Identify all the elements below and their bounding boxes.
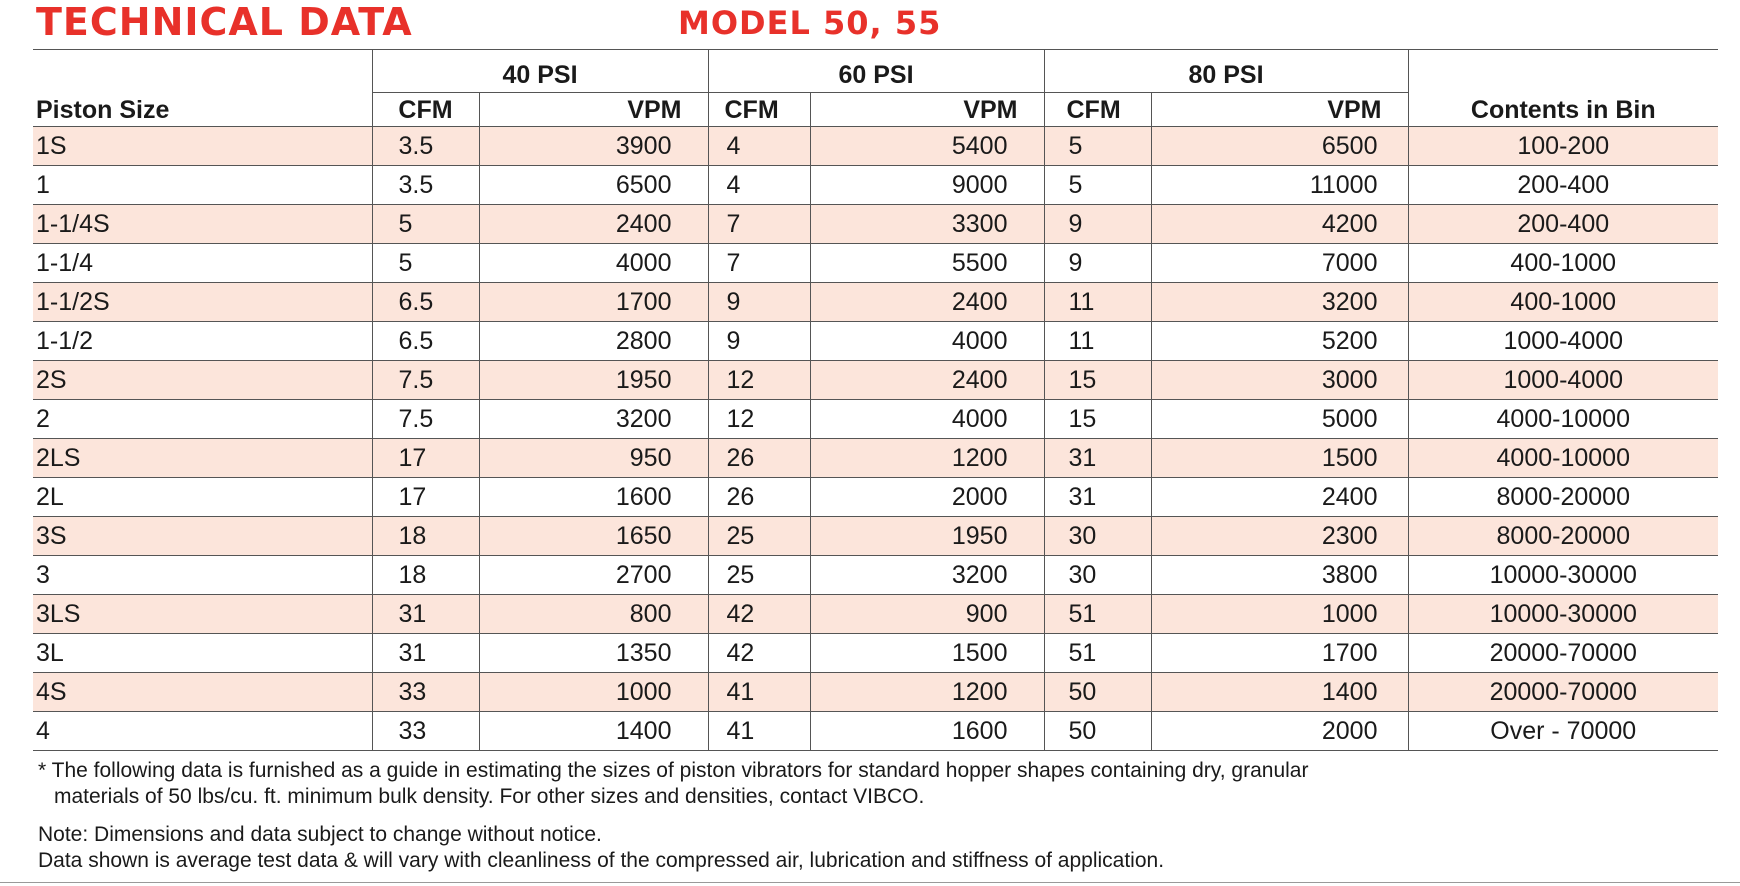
vpm-80-cell: 2000 bbox=[1151, 712, 1408, 751]
vpm-40-cell: 1950 bbox=[479, 361, 708, 400]
vpm-40-cell: 1350 bbox=[479, 634, 708, 673]
contents-cell: 10000-30000 bbox=[1408, 556, 1718, 595]
table-row bbox=[33, 322, 1718, 361]
vpm-40-cell: 1000 bbox=[479, 673, 708, 712]
notes bbox=[38, 758, 1718, 874]
cfm-40-cell: 18 bbox=[372, 556, 479, 595]
piston-size-cell: 2LS bbox=[33, 439, 372, 478]
cfm-40-cell: 5 bbox=[372, 244, 479, 283]
piston-size-cell: 2S bbox=[33, 361, 372, 400]
cfm-40-cell: 31 bbox=[372, 634, 479, 673]
cfm-80-header: CFM bbox=[1044, 93, 1151, 127]
vpm-80-cell: 5200 bbox=[1151, 322, 1408, 361]
cfm-60-cell: 41 bbox=[708, 712, 810, 751]
contents-cell: 100-200 bbox=[1408, 127, 1718, 166]
piston-size-cell: 1 bbox=[33, 166, 372, 205]
vpm-80-cell: 1400 bbox=[1151, 673, 1408, 712]
piston-size-header: Piston Size bbox=[33, 93, 372, 127]
vpm-80-cell: 1700 bbox=[1151, 634, 1408, 673]
cfm-60-cell: 12 bbox=[708, 400, 810, 439]
footnote: * The following data is furnished as a guide in estimating the sizes of piston vibrators for standard hopper shapes containing dry, granular bbox=[38, 759, 1309, 782]
cfm-80-cell: 51 bbox=[1044, 634, 1151, 673]
cfm-40-cell: 33 bbox=[372, 712, 479, 751]
table-row bbox=[33, 595, 1718, 634]
cfm-80-cell: 11 bbox=[1044, 322, 1151, 361]
piston-size-cell: 4S bbox=[33, 673, 372, 712]
technical-data-table bbox=[33, 50, 1718, 751]
contents-cell: 400-1000 bbox=[1408, 244, 1718, 283]
bottom-divider bbox=[0, 882, 1740, 883]
vpm-80-cell: 7000 bbox=[1151, 244, 1408, 283]
vpm-80-cell: 2300 bbox=[1151, 517, 1408, 556]
psi-80-header: 80 PSI bbox=[1044, 50, 1408, 93]
vpm-60-cell: 1200 bbox=[810, 439, 1044, 478]
vpm-60-cell: 9000 bbox=[810, 166, 1044, 205]
table-row bbox=[33, 400, 1718, 439]
cfm-60-cell: 25 bbox=[708, 517, 810, 556]
cfm-40-cell: 3.5 bbox=[372, 166, 479, 205]
cfm-40-header: CFM bbox=[372, 93, 479, 127]
vpm-80-header: VPM bbox=[1151, 93, 1408, 127]
contents-cell: 8000-20000 bbox=[1408, 517, 1718, 556]
cfm-60-cell: 42 bbox=[708, 595, 810, 634]
piston-size-cell: 3LS bbox=[33, 595, 372, 634]
cfm-40-cell: 33 bbox=[372, 673, 479, 712]
table-row bbox=[33, 712, 1718, 751]
model-title: MODEL 50, 55 bbox=[678, 4, 942, 42]
footnote-continued: materials of 50 lbs/cu. ft. minimum bulk density. For other sizes and densities, contact VIBCO. bbox=[54, 785, 925, 808]
vpm-40-cell: 1700 bbox=[479, 283, 708, 322]
vpm-60-cell: 1500 bbox=[810, 634, 1044, 673]
vpm-80-cell: 2400 bbox=[1151, 478, 1408, 517]
vpm-60-cell: 5400 bbox=[810, 127, 1044, 166]
vpm-60-cell: 1950 bbox=[810, 517, 1044, 556]
vpm-60-cell: 2400 bbox=[810, 283, 1044, 322]
vpm-80-cell: 11000 bbox=[1151, 166, 1408, 205]
piston-size-cell: 3 bbox=[33, 556, 372, 595]
vpm-60-cell: 3200 bbox=[810, 556, 1044, 595]
cfm-80-cell: 15 bbox=[1044, 400, 1151, 439]
piston-size-cell: 1S bbox=[33, 127, 372, 166]
vpm-60-cell: 3300 bbox=[810, 205, 1044, 244]
table-row bbox=[33, 283, 1718, 322]
cfm-60-cell: 41 bbox=[708, 673, 810, 712]
cfm-40-cell: 7.5 bbox=[372, 400, 479, 439]
psi-40-header: 40 PSI bbox=[372, 50, 708, 93]
contents-cell: 4000-10000 bbox=[1408, 439, 1718, 478]
cfm-40-cell: 17 bbox=[372, 439, 479, 478]
vpm-40-cell: 3900 bbox=[479, 127, 708, 166]
cfm-80-cell: 31 bbox=[1044, 439, 1151, 478]
table-row bbox=[33, 127, 1718, 166]
table-row bbox=[33, 673, 1718, 712]
page-title: TECHNICAL DATA bbox=[36, 0, 413, 44]
vpm-40-cell: 1400 bbox=[479, 712, 708, 751]
cfm-60-cell: 42 bbox=[708, 634, 810, 673]
psi-header-row bbox=[33, 50, 1718, 93]
cfm-60-cell: 9 bbox=[708, 283, 810, 322]
cfm-40-cell: 17 bbox=[372, 478, 479, 517]
cfm-60-cell: 26 bbox=[708, 439, 810, 478]
contents-cell: 20000-70000 bbox=[1408, 634, 1718, 673]
vpm-40-cell: 4000 bbox=[479, 244, 708, 283]
table-row bbox=[33, 634, 1718, 673]
column-header-row bbox=[33, 93, 1718, 127]
vpm-60-cell: 2400 bbox=[810, 361, 1044, 400]
table-row bbox=[33, 439, 1718, 478]
vpm-60-cell: 4000 bbox=[810, 322, 1044, 361]
vpm-80-cell: 1500 bbox=[1151, 439, 1408, 478]
cfm-80-cell: 50 bbox=[1044, 712, 1151, 751]
piston-size-cell: 4 bbox=[33, 712, 372, 751]
vpm-80-cell: 3000 bbox=[1151, 361, 1408, 400]
cfm-60-header: CFM bbox=[708, 93, 810, 127]
contents-cell: 20000-70000 bbox=[1408, 673, 1718, 712]
piston-size-cell: 1-1/4 bbox=[33, 244, 372, 283]
piston-size-cell: 1-1/2S bbox=[33, 283, 372, 322]
cfm-40-cell: 18 bbox=[372, 517, 479, 556]
vpm-40-cell: 800 bbox=[479, 595, 708, 634]
cfm-80-cell: 30 bbox=[1044, 517, 1151, 556]
vpm-40-cell: 2800 bbox=[479, 322, 708, 361]
vpm-80-cell: 3800 bbox=[1151, 556, 1408, 595]
cfm-80-cell: 9 bbox=[1044, 205, 1151, 244]
vpm-60-cell: 4000 bbox=[810, 400, 1044, 439]
cfm-60-cell: 26 bbox=[708, 478, 810, 517]
table-row bbox=[33, 478, 1718, 517]
vpm-40-cell: 6500 bbox=[479, 166, 708, 205]
piston-size-cell: 3L bbox=[33, 634, 372, 673]
cfm-80-cell: 30 bbox=[1044, 556, 1151, 595]
cfm-60-cell: 25 bbox=[708, 556, 810, 595]
contents-cell: 10000-30000 bbox=[1408, 595, 1718, 634]
cfm-40-cell: 6.5 bbox=[372, 283, 479, 322]
vpm-40-cell: 2700 bbox=[479, 556, 708, 595]
table-row bbox=[33, 244, 1718, 283]
vpm-80-cell: 6500 bbox=[1151, 127, 1408, 166]
vpm-80-cell: 4200 bbox=[1151, 205, 1408, 244]
vpm-40-cell: 950 bbox=[479, 439, 708, 478]
cfm-60-cell: 4 bbox=[708, 127, 810, 166]
cfm-80-cell: 51 bbox=[1044, 595, 1151, 634]
contents-cell: 200-400 bbox=[1408, 166, 1718, 205]
note-test-data: Data shown is average test data & will vary with cleanliness of the compressed air, lubrication and stiffness of application. bbox=[38, 849, 1165, 872]
contents-cell: 1000-4000 bbox=[1408, 361, 1718, 400]
cfm-40-cell: 7.5 bbox=[372, 361, 479, 400]
piston-size-cell: 2 bbox=[33, 400, 372, 439]
table-body bbox=[33, 127, 1718, 751]
psi-60-header: 60 PSI bbox=[708, 50, 1044, 93]
vpm-60-cell: 900 bbox=[810, 595, 1044, 634]
cfm-60-cell: 7 bbox=[708, 205, 810, 244]
cfm-40-cell: 31 bbox=[372, 595, 479, 634]
cfm-80-cell: 31 bbox=[1044, 478, 1151, 517]
cfm-80-cell: 11 bbox=[1044, 283, 1151, 322]
vpm-60-cell: 5500 bbox=[810, 244, 1044, 283]
cfm-60-cell: 4 bbox=[708, 166, 810, 205]
cfm-80-cell: 5 bbox=[1044, 127, 1151, 166]
contents-cell: 400-1000 bbox=[1408, 283, 1718, 322]
cfm-40-cell: 3.5 bbox=[372, 127, 479, 166]
vpm-80-cell: 1000 bbox=[1151, 595, 1408, 634]
piston-size-cell: 1-1/4S bbox=[33, 205, 372, 244]
table-row bbox=[33, 166, 1718, 205]
vpm-80-cell: 3200 bbox=[1151, 283, 1408, 322]
vpm-40-cell: 2400 bbox=[479, 205, 708, 244]
vpm-40-header: VPM bbox=[479, 93, 708, 127]
cfm-80-cell: 50 bbox=[1044, 673, 1151, 712]
contents-header: Contents in Bin bbox=[1408, 93, 1718, 127]
piston-size-cell: 2L bbox=[33, 478, 372, 517]
table-row bbox=[33, 556, 1718, 595]
piston-size-cell: 3S bbox=[33, 517, 372, 556]
vpm-40-cell: 1650 bbox=[479, 517, 708, 556]
contents-cell: Over - 70000 bbox=[1408, 712, 1718, 751]
contents-cell: 200-400 bbox=[1408, 205, 1718, 244]
cfm-60-cell: 12 bbox=[708, 361, 810, 400]
vpm-40-cell: 3200 bbox=[479, 400, 708, 439]
vpm-60-cell: 1600 bbox=[810, 712, 1044, 751]
blank-header-cell bbox=[1408, 50, 1718, 93]
vpm-60-cell: 2000 bbox=[810, 478, 1044, 517]
cfm-60-cell: 7 bbox=[708, 244, 810, 283]
cfm-40-cell: 6.5 bbox=[372, 322, 479, 361]
cfm-80-cell: 15 bbox=[1044, 361, 1151, 400]
table-row bbox=[33, 361, 1718, 400]
table-row bbox=[33, 205, 1718, 244]
table-row bbox=[33, 517, 1718, 556]
contents-cell: 4000-10000 bbox=[1408, 400, 1718, 439]
header bbox=[0, 0, 1740, 48]
cfm-40-cell: 5 bbox=[372, 205, 479, 244]
cfm-60-cell: 9 bbox=[708, 322, 810, 361]
vpm-60-header: VPM bbox=[810, 93, 1044, 127]
piston-size-cell: 1-1/2 bbox=[33, 322, 372, 361]
note-dimensions: Note: Dimensions and data subject to change without notice. bbox=[38, 823, 602, 846]
blank-header-cell bbox=[33, 50, 372, 93]
vpm-60-cell: 1200 bbox=[810, 673, 1044, 712]
contents-cell: 1000-4000 bbox=[1408, 322, 1718, 361]
contents-cell: 8000-20000 bbox=[1408, 478, 1718, 517]
cfm-80-cell: 9 bbox=[1044, 244, 1151, 283]
vpm-40-cell: 1600 bbox=[479, 478, 708, 517]
vpm-80-cell: 5000 bbox=[1151, 400, 1408, 439]
cfm-80-cell: 5 bbox=[1044, 166, 1151, 205]
